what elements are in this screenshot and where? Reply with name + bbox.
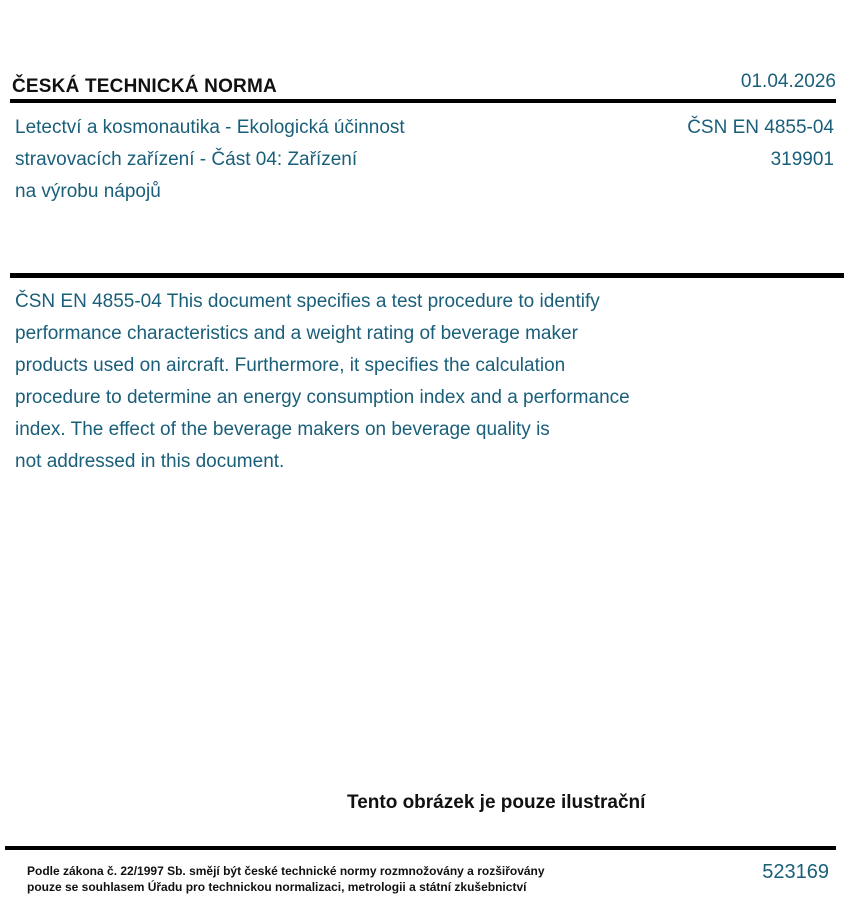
publication-date: 01.04.2026 <box>740 71 836 92</box>
abstract-line: procedure to determine an energy consumption index and a performance <box>15 387 630 408</box>
standard-code: ČSN EN 4855-04 <box>687 117 834 138</box>
czech-title <box>15 112 495 208</box>
standard-code-block <box>687 112 834 176</box>
footer-divider <box>5 846 836 850</box>
abstract-line: products used on aircraft. Furthermore, it specifies the calculation <box>15 355 566 376</box>
abstract-line: performance characteristics and a weight rating of beverage maker <box>15 323 578 344</box>
legal-line: Podle zákona č. 22/1997 Sb. smějí být české technické normy rozmnožovány a rozšiřovány <box>27 864 545 878</box>
illustration-note: Tento obrázek je pouze ilustrační <box>347 792 646 813</box>
section-divider <box>10 273 844 278</box>
abstract-line: not addressed in this document. <box>15 451 285 472</box>
abstract-line: index. The effect of the beverage makers on beverage quality is <box>15 419 550 440</box>
title-line: stravovacích zařízení - Část 04: Zařízení <box>15 149 358 170</box>
header-divider <box>10 99 836 103</box>
norm-title: ČESKÁ TECHNICKÁ NORMA <box>12 76 277 97</box>
title-line: Letectví a kosmonautika - Ekologická účinnost <box>15 117 405 138</box>
legal-line: pouze se souhlasem Úřadu pro technickou normalizaci, metrologii a státní zkušebnictví <box>27 880 527 894</box>
abstract-line: ČSN EN 4855-04 This document specifies a test procedure to identify <box>15 291 600 312</box>
title-line: na výrobu nápojů <box>15 181 161 202</box>
legal-notice <box>27 863 545 895</box>
document-id: 523169 <box>762 861 829 883</box>
abstract <box>15 286 735 478</box>
class-number: 319901 <box>770 149 834 170</box>
